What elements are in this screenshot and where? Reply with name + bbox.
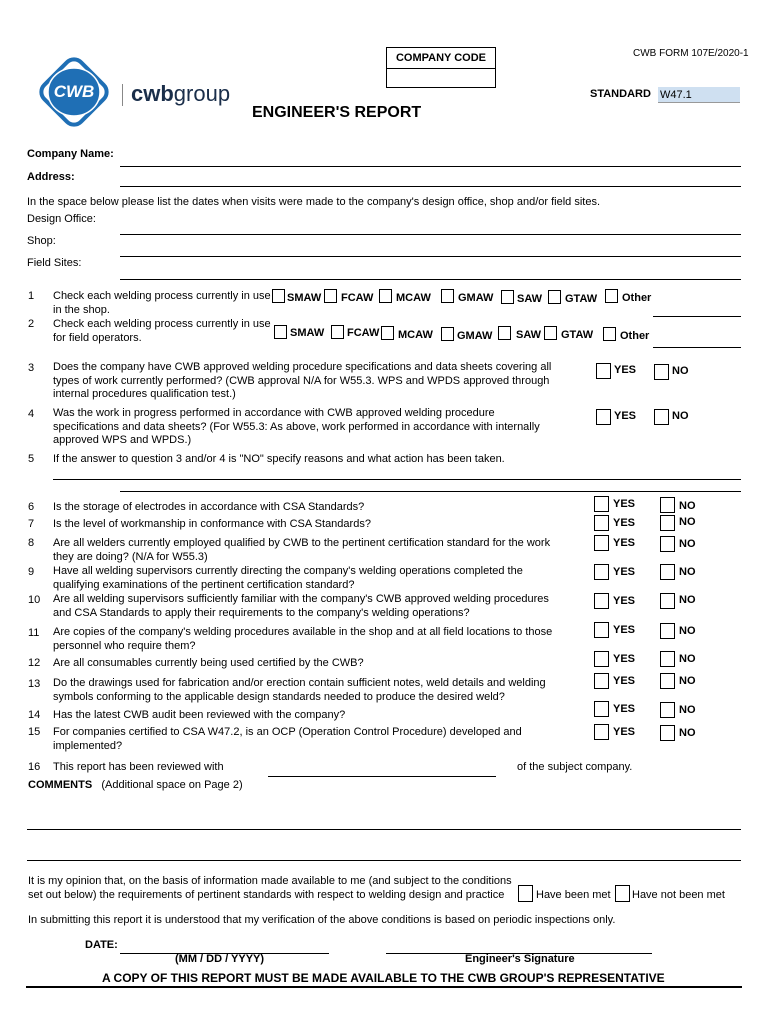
signature-label: Engineer's Signature	[465, 953, 575, 965]
q8-number: 8	[28, 537, 35, 549]
q6-yes-checkbox[interactable]	[594, 496, 609, 512]
q3-number: 3	[28, 362, 35, 374]
q3-yes-checkbox[interactable]	[596, 363, 611, 379]
q13-number: 13	[28, 678, 41, 690]
q7-yes-label: YES	[613, 517, 636, 529]
comments-line1[interactable]	[27, 829, 741, 830]
q14-text: Has the latest CWB audit been reviewed with the company?	[53, 709, 346, 721]
q1-saw-label: SAW	[517, 293, 543, 305]
not-met-checkbox[interactable]	[615, 885, 630, 902]
q8-yes-label: YES	[613, 537, 636, 549]
q2-line1: Check each welding process currently in use	[53, 318, 271, 330]
q6-number: 6	[28, 501, 35, 513]
q14-no-label: NO	[679, 704, 696, 716]
q16-reviewer-field[interactable]	[268, 776, 496, 777]
q1-smaw-checkbox[interactable]	[272, 289, 285, 303]
q7-yes-checkbox[interactable]	[594, 515, 609, 531]
q4-yes-checkbox[interactable]	[596, 409, 611, 425]
company-name-field[interactable]	[120, 166, 741, 167]
q12-no-checkbox[interactable]	[660, 651, 675, 667]
q1-other-field[interactable]	[653, 316, 741, 317]
q14-number: 14	[28, 709, 41, 721]
q8-text: Are all welders currently employed qualified by CWB to the pertinent certification standard for the work they are doing? (N/A for W55.3)	[53, 537, 551, 563]
company-code-label: COMPANY CODE	[387, 48, 495, 69]
q12-number: 12	[28, 657, 41, 669]
comments-line2[interactable]	[27, 860, 741, 861]
q1-mcaw-label: MCAW	[396, 292, 431, 304]
q8-yes-checkbox[interactable]	[594, 535, 609, 551]
form-id: CWB FORM 107E/2020-1	[633, 48, 749, 59]
q1-number: 1	[28, 290, 35, 302]
footer-rule	[26, 986, 742, 988]
q3-no-checkbox[interactable]	[654, 364, 669, 380]
q10-number: 10	[28, 594, 41, 606]
q2-mcaw-checkbox[interactable]	[381, 326, 394, 340]
q2-other-field[interactable]	[653, 347, 741, 348]
q2-smaw-checkbox[interactable]	[274, 325, 287, 339]
q16-text: This report has been reviewed with	[53, 761, 224, 773]
q2-saw-label: SAW	[516, 329, 542, 341]
q2-line2: for field operators.	[53, 332, 142, 344]
q6-yes-label: YES	[613, 498, 636, 510]
design-office-label: Design Office:	[27, 213, 96, 225]
q5-text: If the answer to question 3 and/or 4 is "NO" specify reasons and what action has been taken.	[53, 453, 505, 465]
q1-other-checkbox[interactable]	[605, 289, 618, 303]
q11-no-label: NO	[679, 625, 696, 637]
company-code-field[interactable]	[387, 69, 495, 88]
q12-text: Are all consumables currently being used certified by the CWB?	[53, 657, 364, 669]
q5-number: 5	[28, 453, 35, 465]
q10-yes-label: YES	[613, 595, 636, 607]
q2-number: 2	[28, 318, 35, 330]
company-name-label: Company Name:	[27, 148, 114, 160]
q15-yes-label: YES	[613, 726, 636, 738]
q11-text: Are copies of the company's welding procedures available in the shop and at all field locations to those personnel who require them?	[53, 626, 553, 652]
q13-yes-checkbox[interactable]	[594, 673, 609, 689]
q10-text: Are all welding supervisors sufficiently familiar with the company's CWB approved welding procedures and CSA Standards to apply their requirements to the company's welding operations?	[53, 593, 549, 619]
q7-number: 7	[28, 518, 35, 530]
q1-smaw-label: SMAW	[287, 292, 322, 304]
design-office-field[interactable]	[120, 234, 741, 235]
q15-no-checkbox[interactable]	[660, 725, 675, 741]
q1-fcaw-checkbox[interactable]	[324, 289, 337, 303]
q14-yes-checkbox[interactable]	[594, 701, 609, 717]
comments-note: (Additional space on Page 2)	[101, 779, 243, 791]
q2-mcaw-label: MCAW	[398, 329, 433, 341]
q3-yes-label: YES	[614, 364, 637, 376]
q1-fcaw-label: FCAW	[341, 292, 374, 304]
q11-no-checkbox[interactable]	[660, 623, 675, 639]
q2-saw-checkbox[interactable]	[498, 326, 511, 340]
q13-no-checkbox[interactable]	[660, 673, 675, 689]
met-checkbox[interactable]	[518, 885, 533, 902]
q3-text: Does the company have CWB approved welding procedure specifications and data sheets covering all types of work currently performed? (CWB approval N/A for W55.3. WPS and WPDS approved through internal procedures qualification test.)	[53, 361, 552, 400]
address-label: Address:	[27, 171, 75, 183]
q1-gtaw-label: GTAW	[565, 293, 598, 305]
q1-gtaw-checkbox[interactable]	[548, 290, 561, 304]
q9-no-label: NO	[679, 566, 696, 578]
q1-saw-checkbox[interactable]	[501, 290, 514, 304]
date-label: DATE:	[85, 939, 118, 951]
q16-suffix: of the subject company.	[517, 761, 633, 773]
q12-no-label: NO	[679, 653, 696, 665]
opinion-line2: set out below) the requirements of pertinent standards with respect to welding design and practice	[28, 889, 505, 901]
q1-mcaw-checkbox[interactable]	[379, 289, 392, 303]
brand-bold: cwb	[131, 81, 174, 106]
q10-yes-checkbox[interactable]	[594, 593, 609, 609]
q7-text: Is the level of workmanship in conformance with CSA Standards?	[53, 518, 371, 530]
q13-no-label: NO	[679, 675, 696, 687]
q4-text: Was the work in progress performed in accordance with CWB approved welding procedure specifications and data sheets? (For W55.3: As above, work performed in accordance with internally approved WPS and WPDS.)	[53, 407, 540, 446]
brand-light: group	[173, 81, 231, 106]
address-field[interactable]	[120, 186, 741, 187]
not-met-label: Have not been met	[632, 889, 725, 901]
footer-notice: A COPY OF THIS REPORT MUST BE MADE AVAILABLE TO THE CWB GROUP'S REPRESENTATIVE	[102, 971, 665, 985]
met-label: Have been met	[536, 889, 611, 901]
q14-no-checkbox[interactable]	[660, 702, 675, 718]
q10-no-label: NO	[679, 594, 696, 606]
q6-text: Is the storage of electrodes in accordance with CSA Standards?	[53, 501, 365, 513]
q2-other-label: Other	[620, 330, 650, 342]
q12-yes-checkbox[interactable]	[594, 651, 609, 667]
q15-yes-checkbox[interactable]	[594, 724, 609, 740]
q13-text: Do the drawings used for fabrication and/or erection contain sufficient notes, weld details and welding symbols conforming to the applicable design standards needed to produce the desired weld?	[53, 677, 546, 703]
q2-gtaw-checkbox[interactable]	[544, 326, 557, 340]
q1-line2: in the shop.	[53, 304, 110, 316]
q16-number: 16	[28, 761, 41, 773]
q3-no-label: NO	[672, 365, 689, 377]
q11-yes-checkbox[interactable]	[594, 622, 609, 638]
q9-yes-checkbox[interactable]	[594, 564, 609, 580]
q2-gtaw-label: GTAW	[561, 329, 594, 341]
q2-other-checkbox[interactable]	[603, 327, 616, 341]
q7-no-checkbox[interactable]	[660, 515, 675, 531]
q1-gmaw-checkbox[interactable]	[441, 289, 454, 303]
field-sites-field[interactable]	[120, 279, 741, 280]
q13-yes-label: YES	[613, 675, 636, 687]
visits-intro: In the space below please list the dates when visits were made to the company's design office, shop and/or field sites.	[27, 196, 600, 208]
q4-yes-label: YES	[614, 410, 637, 422]
q1-line1: Check each welding process currently in use	[53, 290, 271, 302]
q9-number: 9	[28, 566, 35, 578]
q1-other-label: Other	[622, 292, 652, 304]
q10-no-checkbox[interactable]	[660, 593, 675, 609]
standard-field[interactable]: W47.1	[658, 87, 740, 103]
q4-number: 4	[28, 408, 35, 420]
q11-yes-label: YES	[613, 624, 636, 636]
q9-text: Have all welding supervisors currently directing the company's welding operations completed the qualifying examinations of the pertinent certification standard?	[53, 565, 523, 591]
q5-answer-line1[interactable]	[53, 479, 741, 480]
q9-no-checkbox[interactable]	[660, 564, 675, 580]
q7-no-label: NO	[679, 516, 696, 528]
q6-no-checkbox[interactable]	[660, 497, 675, 513]
q8-no-checkbox[interactable]	[660, 536, 675, 552]
q2-gmaw-checkbox[interactable]	[441, 327, 454, 341]
q6-no-label: NO	[679, 500, 696, 512]
q15-number: 15	[28, 726, 41, 738]
q5-answer-line2[interactable]	[120, 491, 741, 492]
q11-number: 11	[28, 627, 40, 639]
cwbgroup-wordmark	[131, 80, 230, 108]
submit-note: In submitting this report it is understood that my verification of the above conditions is based on periodic inspections only.	[28, 914, 616, 926]
shop-field[interactable]	[120, 256, 741, 257]
report-title: ENGINEER'S REPORT	[252, 104, 422, 121]
comments-label: COMMENTS	[28, 779, 93, 791]
q4-no-label: NO	[672, 410, 689, 422]
q1-gmaw-label: GMAW	[458, 292, 494, 304]
q12-yes-label: YES	[613, 653, 636, 665]
q2-gmaw-label: GMAW	[457, 330, 493, 342]
q2-fcaw-label: FCAW	[347, 327, 380, 339]
logo-divider	[122, 84, 123, 106]
company-code-box	[386, 47, 496, 88]
q15-no-label: NO	[679, 727, 696, 739]
q4-no-checkbox[interactable]	[654, 409, 669, 425]
q9-yes-label: YES	[613, 566, 636, 578]
shop-label: Shop:	[27, 235, 56, 247]
standard-label: STANDARD	[590, 88, 651, 100]
opinion-line1: It is my opinion that, on the basis of information made available to me (and subject to the conditions	[28, 875, 512, 887]
q2-fcaw-checkbox[interactable]	[331, 325, 344, 339]
field-sites-label: Field Sites:	[27, 257, 82, 269]
comments-heading	[28, 779, 243, 792]
date-format-hint: (MM / DD / YYYY)	[175, 953, 265, 965]
cwb-badge-text: CWB	[53, 82, 95, 101]
q8-no-label: NO	[679, 538, 696, 550]
q14-yes-label: YES	[613, 703, 636, 715]
q2-smaw-label: SMAW	[290, 327, 325, 339]
q15-text: For companies certified to CSA W47.2, is an OCP (Operation Control Procedure) developed and implemented?	[53, 726, 522, 752]
